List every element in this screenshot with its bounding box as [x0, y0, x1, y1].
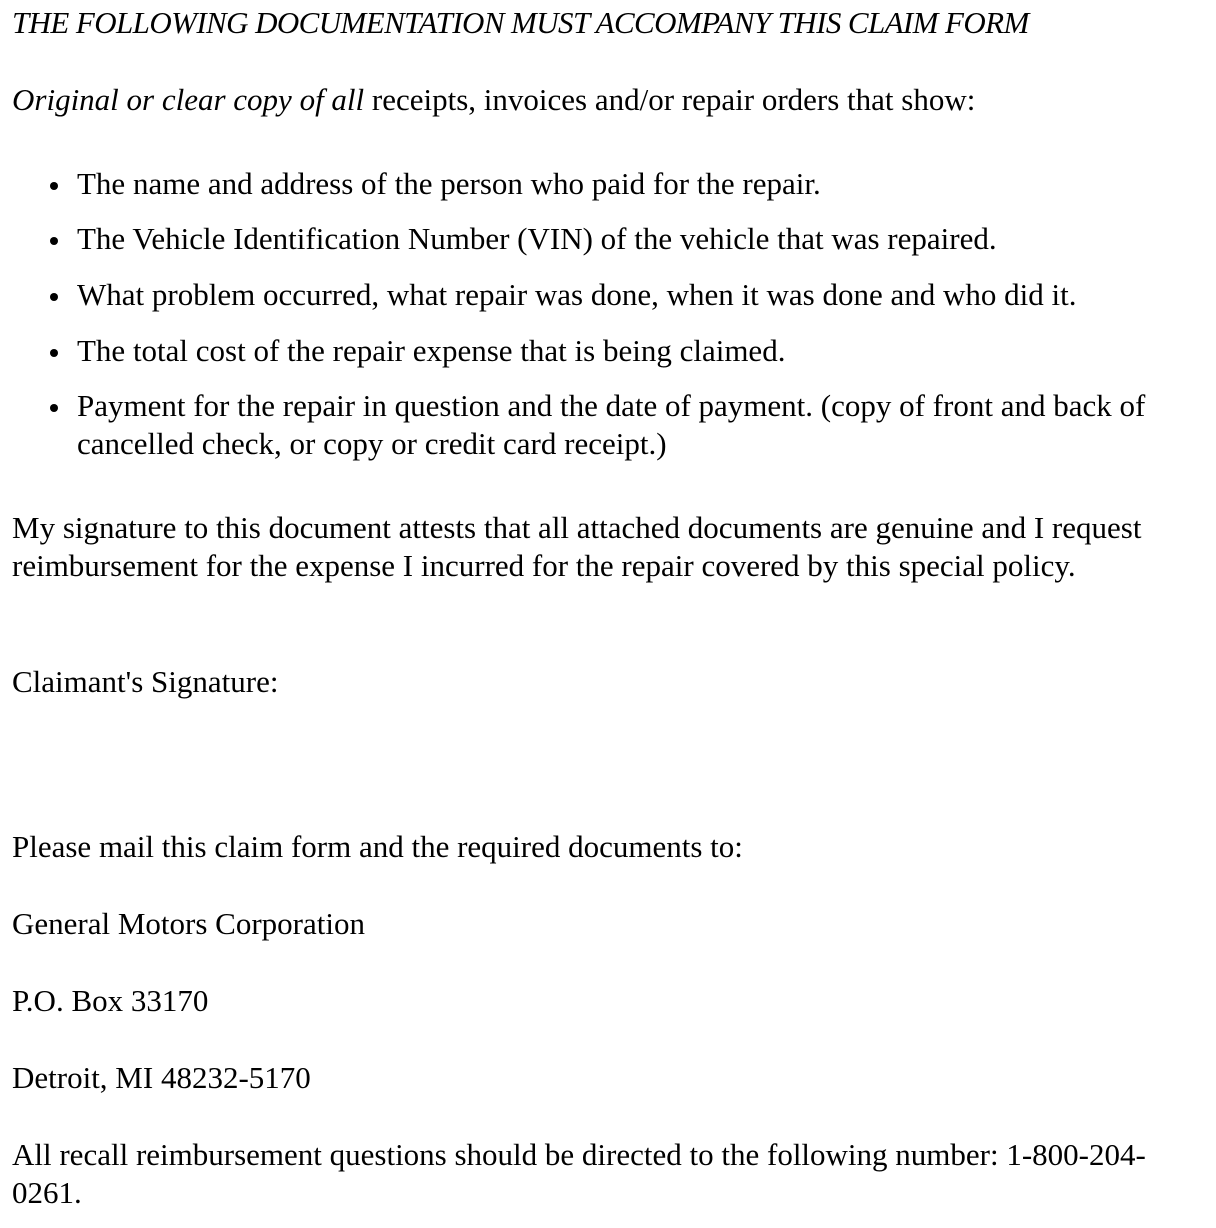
address-city-state-zip: Detroit, MI 48232-5170 [12, 1060, 311, 1095]
list-item-text: The Vehicle Identification Number (VIN) of the vehicle that was repaired. [77, 221, 997, 256]
address-po-box: P.O. Box 33170 [12, 983, 209, 1018]
list-item-text: Payment for the repair in question and the date of payment. (copy of front and back of cancelled check, or copy or credit card receipt.) [77, 388, 1146, 461]
attestation-paragraph: My signature to this document attests that all attached documents are genuine and I request reimbursement for the expense I incurred for the repair covered by this special policy. [12, 510, 1142, 583]
signature-label: Claimant's Signature: [12, 664, 279, 699]
mail-instruction: Please mail this claim form and the required documents to: [12, 829, 743, 864]
intro-italic: Original or clear copy of all [12, 82, 365, 117]
list-item-text: What problem occurred, what repair was done, when it was done and who did it. [77, 277, 1077, 312]
documentation-heading: THE FOLLOWING DOCUMENTATION MUST ACCOMPANY THIS CLAIM FORM [12, 5, 1029, 40]
intro-line [12, 81, 975, 119]
intro-rest: receipts, invoices and/or repair orders that show: [364, 82, 976, 117]
questions-note: All recall reimbursement questions should be directed to the following number: 1-800-204-0261. [12, 1137, 1146, 1210]
bullet-icon [50, 349, 58, 357]
address-company: General Motors Corporation [12, 906, 365, 941]
bullet-icon [50, 404, 58, 412]
list-item-text: The total cost of the repair expense that is being claimed. [77, 333, 786, 368]
bullet-icon [50, 237, 58, 245]
bullet-icon [50, 182, 58, 190]
list-item-text: The name and address of the person who paid for the repair. [77, 166, 821, 201]
bullet-icon [50, 293, 58, 301]
